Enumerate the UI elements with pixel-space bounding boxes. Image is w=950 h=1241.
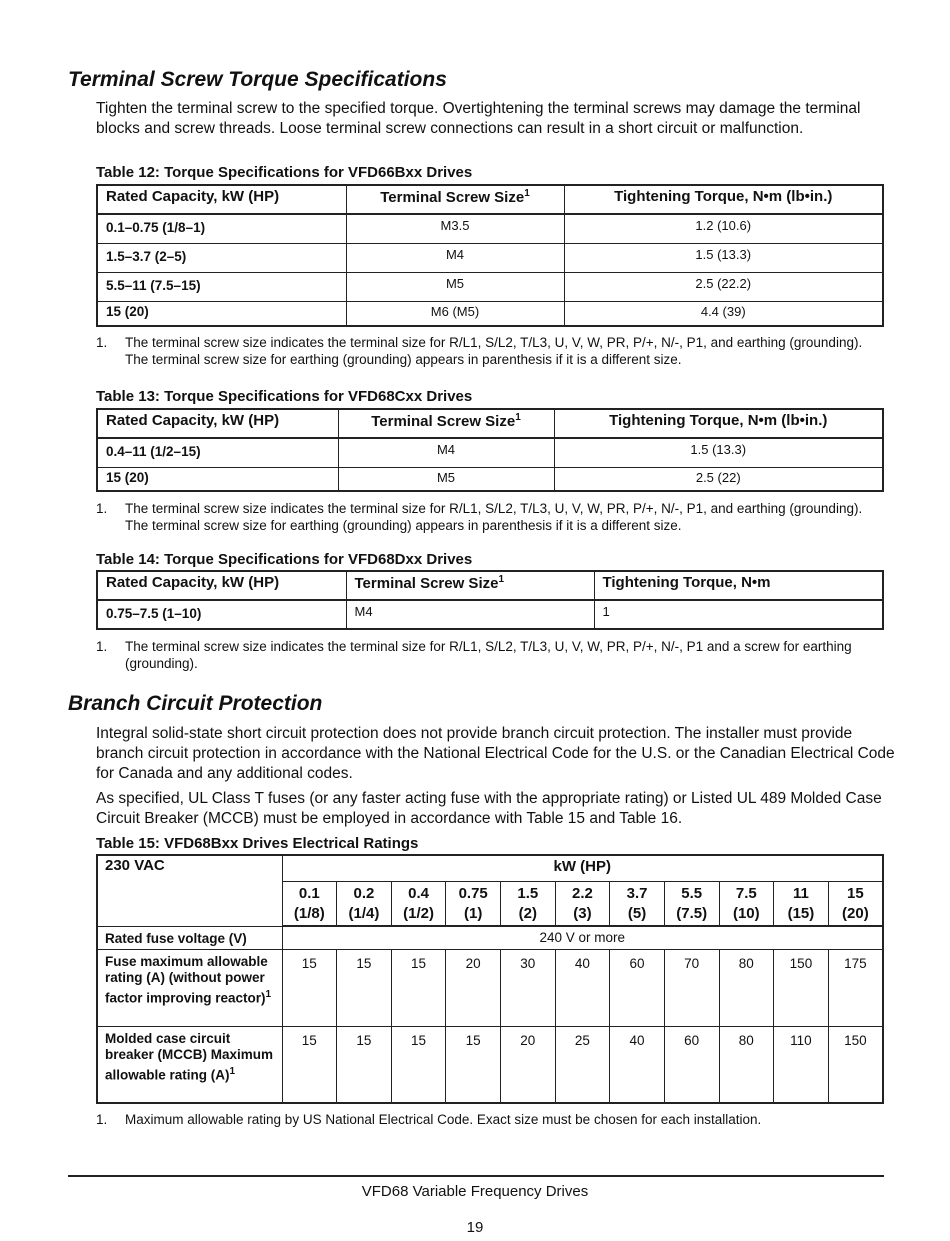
rating-header: 5.5 (7.5) (664, 881, 719, 926)
terminal-screw-paragraph: Tighten the terminal screw to the specified torque. Overtightening the terminal screws may damage the terminal blocks and screw threads. Loose terminal screw connections can result in a short circuit or malfunction. (96, 100, 861, 137)
table15 (96, 854, 884, 1104)
table14-header-capacity: Rated Capacity, kW (HP) (97, 571, 346, 600)
row-label-fuse-max: Fuse maximum allowable rating (A) (without power factor improving reactor)$^1$ (97, 949, 282, 1026)
rating-header: 0.2 (1/4) (337, 881, 392, 926)
rating-header: 15 (20) (828, 881, 883, 926)
table13-header-torque: Tightening Torque, N•m (lb•in.) (554, 409, 883, 438)
table14-caption: Table 14: Torque Specifications for VFD68Dxx Drives (96, 551, 473, 568)
table13 (96, 408, 884, 492)
page-number: 19 (466, 1219, 484, 1236)
table14-footnote: 1. The terminal screw size indicates the terminal size for R/L1, S/L2, T/L3, U, V, W, PR, P/+, N/-, P1 and a screw for earthing (grounding). (96, 639, 852, 671)
row-label-mccb-max: Molded case circuit breaker (MCCB) Maximum allowable rating $(A)^1$ (97, 1026, 282, 1103)
footer-doc-title: VFD68 Variable Frequency Drives (361, 1183, 589, 1200)
table13-caption: Table 13: Torque Specifications for VFD68Cxx Drives (96, 388, 473, 405)
table-row: Fuse maximum allowable rating (A) (without power factor improving reactor)$^1$ 15 15 15 20 30 40 60 70 80 150 175 (97, 949, 883, 1026)
rating-header: 3.7 (5) (610, 881, 665, 926)
table15-caption: Table 15: VFD68Bxx Drives Electrical Ratings (96, 835, 419, 852)
rating-header: 0.4 (1/2) (391, 881, 446, 926)
branch-circuit-paragraph-1: Integral solid-state short circuit protection does not provide branch circuit protection. The installer must provide branch circuit protection in accordance with the National Electrical Code for the U.S. or the Canadian Electrical Code for Canada and any additional codes. (96, 725, 895, 782)
branch-circuit-paragraph-2: As specified, UL Class T fuses (or any faster acting fuse with the appropriate rating) or Listed UL 489 Molded Case Circuit Breaker (MCCB) must be employed in accordance with Table 15 and Table 16. (96, 790, 882, 827)
rating-header: 2.2 (3) (555, 881, 610, 926)
table15-footnote: 1. Maximum allowable rating by US National Electrical Code. Exact size must be chosen for each installation. (96, 1112, 762, 1127)
table-row: 0.4–11 (1/2–15) M4 1.5 (13.3) (97, 438, 883, 467)
table-row: 0.1–0.75 (1/8–1) M3.5 1.2 (10.6) (97, 214, 883, 243)
table12-header-capacity: Rated Capacity, kW (HP) (97, 185, 346, 214)
table12 (96, 184, 884, 327)
table-row: 0.75–7.5 (1–10) M4 1 (97, 600, 883, 629)
table14 (96, 570, 884, 630)
footer-divider (68, 1175, 884, 1177)
table-row (97, 926, 883, 949)
rating-header: 0.75 (1) (446, 881, 501, 926)
table13-header-capacity: Rated Capacity, kW (HP) (97, 409, 338, 438)
section-title-terminal-screw: Terminal Screw Torque Specifications (68, 68, 447, 91)
rated-fuse-voltage-value: 240 V or more (282, 926, 883, 949)
table12-footnote: 1. The terminal screw size indicates the terminal size for R/L1, S/L2, T/L3, U, V, W, PR, P/+, N/-, P1, and earthing (grounding). The terminal screw size for earthing (grounding) appears in parenthesis if it is a different size. (96, 335, 863, 367)
table14-header-screw-size: Terminal Screw Size$^1$ (346, 571, 594, 600)
rating-header: 11 (15) (774, 881, 829, 926)
table15-group-header: kW (HP) (282, 855, 883, 881)
table12-header-torque: Tightening Torque, N•m (lb•in.) (564, 185, 883, 214)
table13-footnote: 1. The terminal screw size indicates the terminal size for R/L1, S/L2, T/L3, U, V, W, PR, P/+, N/-, P1, and earthing (grounding). The terminal screw size for earthing (grounding) appears in parenthesis if it is a different size. (96, 501, 863, 533)
rating-header: 7.5 (10) (719, 881, 774, 926)
rating-header: 1.5 (2) (501, 881, 556, 926)
table-row: 15 (20) M6 (M5) 4.4 (39) (97, 301, 883, 326)
table-row: Molded case circuit breaker (MCCB) Maximum allowable rating $(A)^1$ 15 15 15 15 20 25 40 60 80 110 150 (97, 1026, 883, 1103)
table12-caption: Table 12: Torque Specifications for VFD66Bxx Drives (96, 164, 473, 181)
section-title-branch-circuit: Branch Circuit Protection (68, 692, 323, 715)
table-row: 1.5–3.7 (2–5) M4 1.5 (13.3) (97, 243, 883, 272)
table12-header-screw-size: Terminal Screw Size$^1$ (346, 185, 564, 214)
table-row: 15 (20) M5 2.5 (22) (97, 467, 883, 491)
table14-header-torque: Tightening Torque, N•m (594, 571, 883, 600)
table13-header-screw-size: Terminal Screw Size$^1$ (338, 409, 554, 438)
row-label-rated-fuse-voltage: Rated fuse voltage (V) (97, 926, 282, 949)
table-row: 5.5–11 (7.5–15) M5 2.5 (22.2) (97, 272, 883, 301)
table15-corner: 230 VAC (97, 855, 282, 926)
rating-header: 0.1 (1/8) (282, 881, 337, 926)
